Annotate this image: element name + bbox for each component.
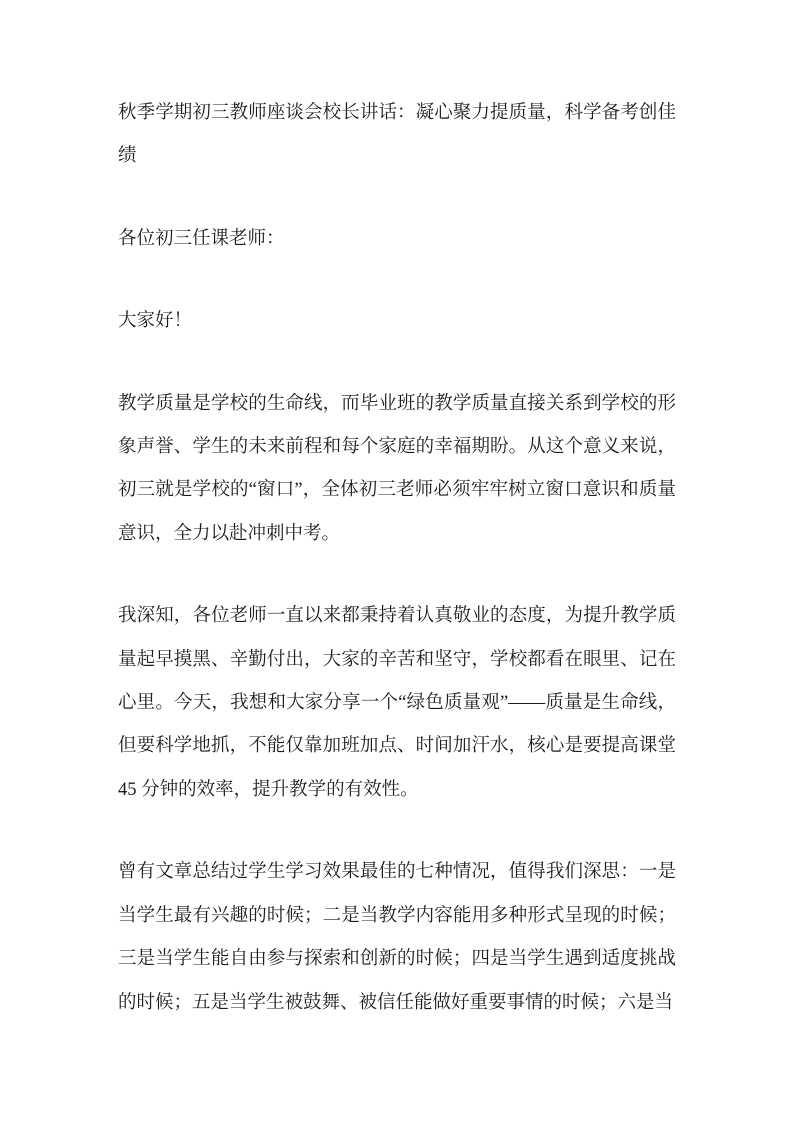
body-paragraph-seven-situations: 曾有文章总结过学生学习效果最佳的七种情况，值得我们深思：一是当学生最有兴趣的时候；二是当教学内容能用多种形式呈现的时候；三是当学生能自由参与探索和创新的时候；四是当学生遇到适度挑战的时候；五是当学生被鼓舞、被信任能做好重要事情的时候；六是当 xyxy=(118,862,676,1013)
body-paragraph-green-quality-view: 我深知，各位老师一直以来都秉持着认真敬业的态度，为提升教学质量起早摸黑、辛勤付出，大家的辛苦和坚守，学校都看在眼里、记在心里。今天，我想和大家分享一个“绿色质量观”——质量是生命线，但要科学地抓，不能仅靠加班加点、时间加汗水，核心是要提高课堂 45 分钟的效率，提升教学的有效性。 xyxy=(118,606,676,800)
salutation-line: 各位初三任课老师： xyxy=(118,228,285,249)
body-paragraph-quality-lifeline: 教学质量是学校的生命线，而毕业班的教学质量直接关系到学校的形象声誉、学生的未来前程和每个家庭的幸福期盼。从这个意义来说，初三就是学校的“窗口”，全体初三老师必须牢牢树立窗口意识和质量意识，全力以赴冲刺中考。 xyxy=(118,393,676,544)
greeting-line: 大家好！ xyxy=(118,311,193,332)
document-title: 秋季学期初三教师座谈会校长讲话：凝心聚力提质量，科学备考创佳绩 xyxy=(118,103,676,167)
